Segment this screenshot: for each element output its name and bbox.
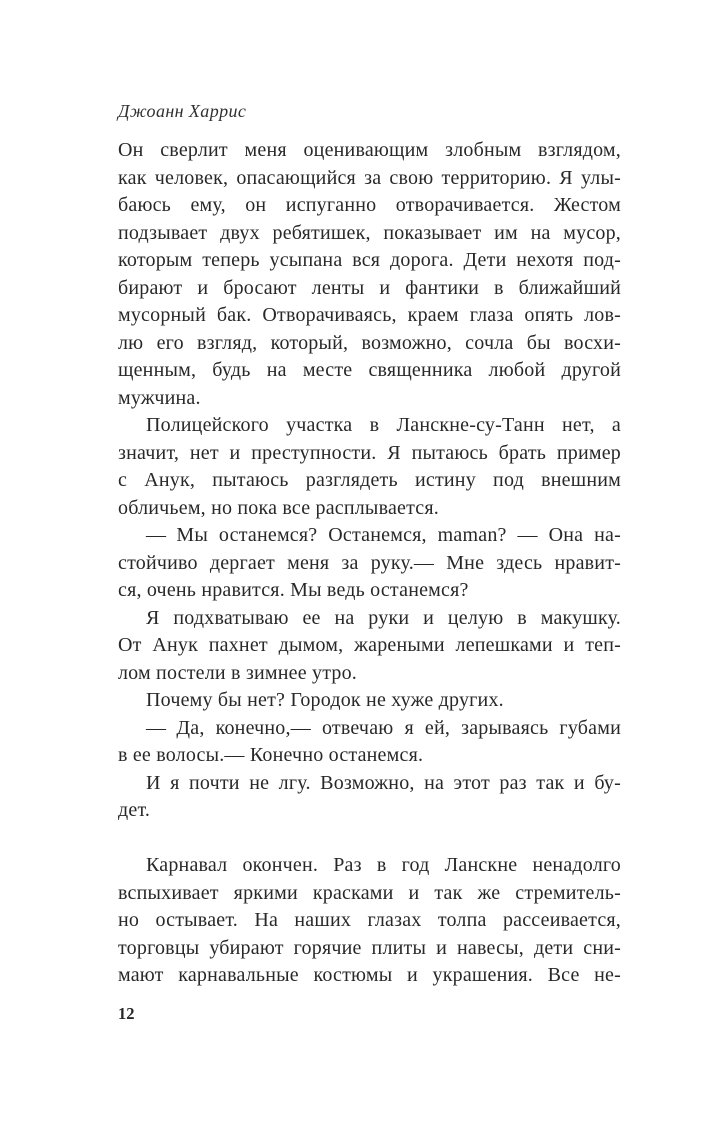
text-line: но остывает. На наших глазах толпа рассеивается, [118,909,621,931]
text-line: мусорный бак. Отворачиваясь, краем глаза опять лов- [118,304,621,326]
text-line: с Анук, пытаюсь разглядеть истину под внешним [118,469,621,491]
text-line: ся, очень нравится. Мы ведь останемся? [118,579,469,601]
text-line: От Анук пахнет дымом, жареными лепешками и теп- [118,634,621,656]
section-break [118,825,621,853]
text-line: лю его взгляд, который, возможно, сочла бы восхи- [118,331,621,354]
text-line: значит, нет и преступности. Я пытаюсь брать пример [118,441,621,464]
text-line: мужчина. [118,386,201,409]
running-header-author: Джоанн Харрис [118,101,247,121]
text-line: — Мы останемся? Останемся, maman? — Она на- [146,524,621,546]
text-line: Карнавал окончен. Раз в год Ланскне ненадолго [146,854,621,876]
text-line: стойчиво дергает меня за руку.— Мне здесь нравит- [118,551,621,574]
text-line: вспыхивает яркими красками и так же стремитель- [118,881,621,904]
text-line: которым теперь усыпана вся дорога. Дети нехотя под- [118,249,621,271]
text-line: торговцы убирают горячие плиты и навесы, дети сни- [118,936,621,959]
text-line: дет. [118,799,151,821]
text-line: Полицейского участка в Ланскне-су-Танн нет, а [146,414,621,436]
text-line: обличьем, но пока все расплывается. [118,496,439,519]
page-number: 12 [118,1004,135,1023]
text-line: — Да, конечно,— отвечаю я ей, зарываясь губами [146,716,621,739]
body-text [118,137,621,990]
text-line: Я подхватываю ее на руки и целую в макушку. [146,606,621,629]
text-line: мают карнавальные костюмы и украшения. Все не- [118,964,621,986]
text-line: подзывает двух ребятишек, показывает им на мусор, [118,221,621,244]
text-line: лом постели в зимнее утро. [118,661,357,684]
text-line: бирают и бросают ленты и фантики в ближайший [118,276,621,299]
text-line: И я почти не лгу. Возможно, на этот раз так и бу- [146,771,621,794]
text-line: в ее волосы.— Конечно останемся. [118,744,424,766]
text-line: баюсь ему, он испуганно отворачивается. Жестом [118,194,621,216]
text-line: Он сверлит меня оценивающим злобным взглядом, [118,139,621,161]
text-line: щенным, будь на месте священника любой другой [118,359,621,381]
text-line: Почему бы нет? Городок не хуже других. [146,689,504,711]
text-line: как человек, опасающийся за свою территорию. Я улы- [118,166,621,189]
